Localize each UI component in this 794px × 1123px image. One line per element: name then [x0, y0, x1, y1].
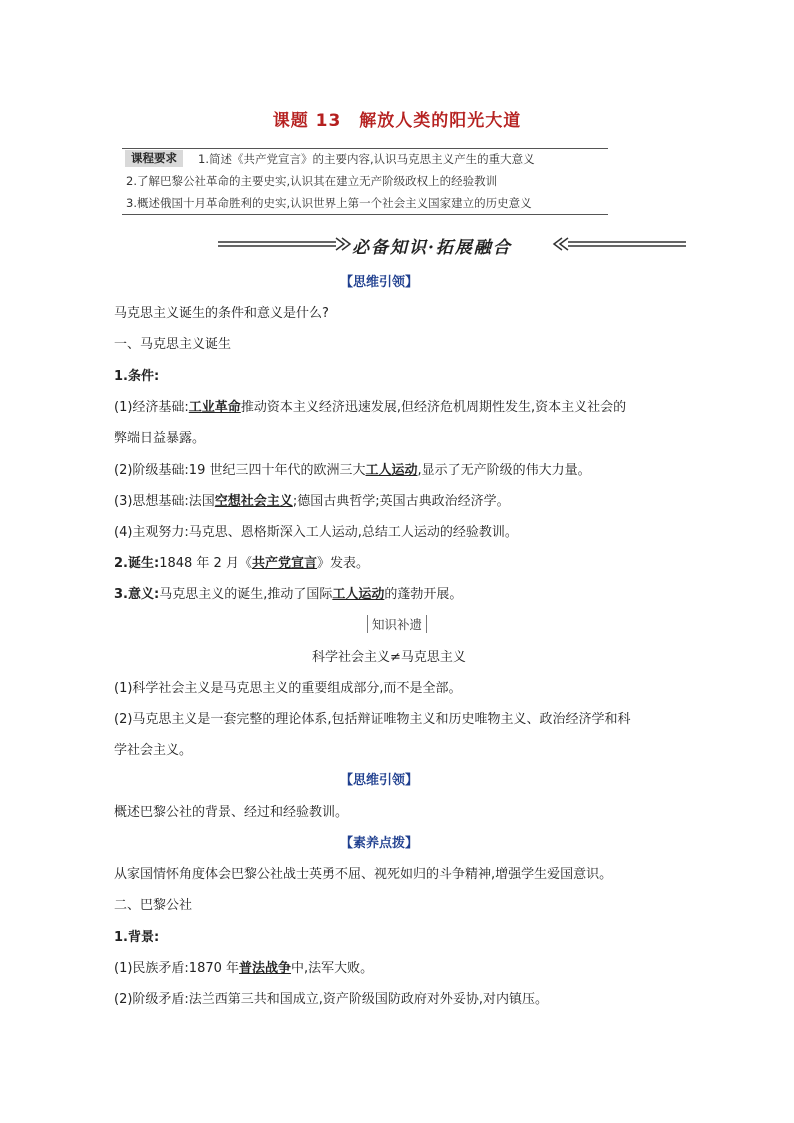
condition-ideology: (3)思想基础:法国空想社会主义;德国古典哲学;英国古典政治经济学。	[114, 494, 510, 509]
page-title: 课题 13 解放人类的阳光大道	[272, 111, 522, 131]
meaning-line: 3.意义:马克思主义的诞生,推动了国际工人运动的蓬勃开展。	[114, 587, 463, 602]
supplement-tag: 知识补遗	[367, 615, 427, 633]
supplement-paragraph: (2)马克思主义是一套完整的理论体系,包括辩证唯物主义和历史唯物主义、政治经济学和科	[114, 712, 631, 727]
section-heading: 一、马克思主义诞生	[114, 337, 232, 352]
guide-text: 概述巴黎公社的背景、经过和经验教训。	[114, 805, 349, 820]
section-banner-title: 必备知识·拓展融合	[352, 238, 512, 258]
condition-subjective: (4)主观努力:马克思、恩格斯深入工人运动,总结工人运动的经验教训。	[114, 525, 518, 540]
condition-economic-cont: 弊端日益暴露。	[114, 431, 206, 446]
requirement-item: 1.简述《共产党宣言》的主要内容,认识马克思主义产生的重大意义	[198, 152, 535, 166]
requirement-item: 3.概述俄国十月革命胜利的史实,认识世界上第一个社会主义国家建立的历史意义	[126, 196, 532, 210]
background-national: (1)民族矛盾:1870 年普法战争中,法军大败。	[114, 961, 374, 976]
birth-line: 2.诞生:1848 年 2 月《共产党宣言》发表。	[114, 556, 369, 571]
requirements-label: 课程要求	[125, 150, 183, 167]
supplement-paragraph-cont: 学社会主义。	[114, 743, 193, 758]
literacy-text: 从家国情怀角度体会巴黎公社战士英勇不屈、视死如归的斗争精神,增强学生爱国意识。	[114, 867, 613, 882]
background-label: 1.背景:	[114, 930, 160, 945]
conditions-label: 1.条件:	[114, 369, 160, 384]
condition-economic: (1)经济基础:工业革命推动资本主义经济迅速发展,但经济危机周期性发生,资本主义社会的	[114, 400, 627, 415]
literacy-tag: 【素养点拨】	[340, 836, 419, 851]
thinking-guide-tag: 【思维引领】	[340, 773, 419, 788]
thinking-guide-tag: 【思维引领】	[340, 275, 419, 290]
supplement-paragraph: (1)科学社会主义是马克思主义的重要组成部分,而不是全部。	[114, 681, 462, 696]
section-heading: 二、巴黎公社	[114, 898, 193, 913]
background-class: (2)阶级矛盾:法兰西第三共和国成立,资产阶级国防政府对外妥协,对内镇压。	[114, 992, 549, 1007]
condition-class: (2)阶级基础:19 世纪三四十年代的欧洲三大工人运动,显示了无产阶级的伟大力量。	[114, 463, 591, 478]
guide-question: 马克思主义诞生的条件和意义是什么?	[114, 306, 329, 321]
supplement-heading: 科学社会主义≠马克思主义	[312, 650, 466, 665]
requirement-item: 2.了解巴黎公社革命的主要史实,认识其在建立无产阶级政权上的经验教训	[126, 174, 498, 188]
